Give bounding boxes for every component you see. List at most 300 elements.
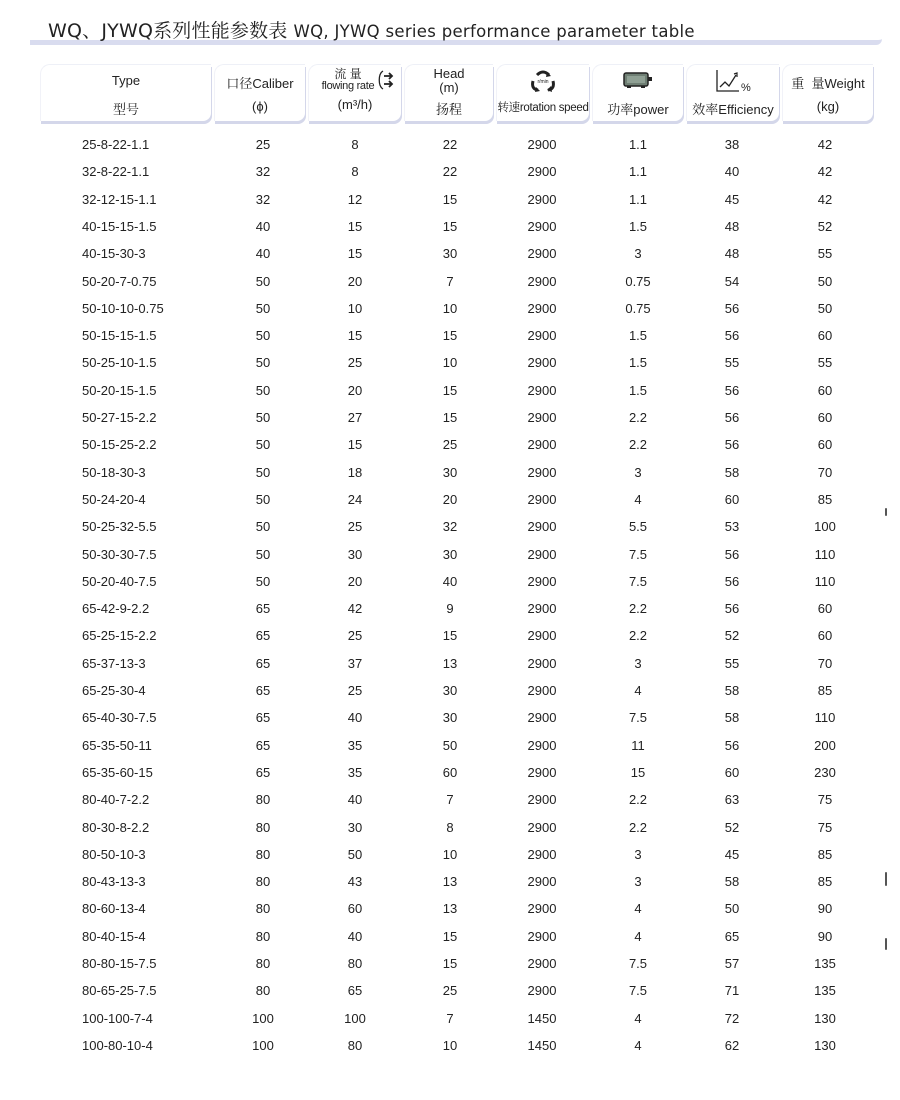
cell-head: 40 — [442, 573, 458, 589]
header-head-zh: 扬程 — [435, 102, 462, 117]
cell-efficiency: 45 — [724, 846, 740, 862]
cell-head: 25 — [442, 437, 458, 453]
cell-type: 65-40-30-7.5 — [82, 710, 157, 726]
cell-power: 2.2 — [628, 792, 648, 808]
cell-efficiency: 38 — [724, 137, 740, 152]
table-row — [0, 678, 900, 705]
cell-type: 80-43-13-3 — [82, 874, 146, 890]
cell-caliber: 100 — [252, 1037, 274, 1053]
cell-head: 7 — [446, 1010, 454, 1026]
header-flow-unit: (m³/h) — [337, 97, 373, 112]
cell-weight: 50 — [817, 273, 833, 289]
cell-head: 30 — [442, 464, 458, 480]
cell-type: 80-65-25-7.5 — [82, 983, 157, 999]
cell-flow: 10 — [347, 300, 363, 316]
cell-type: 80-80-15-7.5 — [82, 956, 157, 971]
cell-speed: 2900 — [527, 273, 557, 289]
cell-weight: 200 — [814, 737, 836, 753]
cell-speed: 2900 — [527, 300, 557, 316]
cell-caliber: 100 — [252, 1010, 274, 1026]
table-row — [0, 132, 900, 159]
table-row — [0, 651, 900, 678]
cell-weight: 75 — [817, 792, 833, 808]
cell-head: 13 — [442, 901, 458, 917]
cell-power: 3 — [634, 874, 642, 890]
cell-speed: 2900 — [527, 628, 557, 644]
cell-efficiency: 52 — [724, 628, 740, 644]
cell-type: 50-20-7-0.75 — [82, 273, 157, 289]
cell-weight: 60 — [817, 328, 833, 344]
cell-head: 10 — [442, 1037, 458, 1053]
cell-head: 22 — [442, 164, 458, 180]
table-row — [0, 842, 900, 869]
table-row — [0, 787, 900, 814]
table-row — [0, 569, 900, 596]
cell-head: 15 — [442, 628, 458, 644]
cell-weight: 60 — [817, 410, 833, 425]
cell-head: 10 — [442, 846, 458, 862]
title-bar — [30, 14, 882, 45]
cell-power: 4 — [634, 928, 642, 944]
header-weight-label: 重 量Weight — [791, 76, 865, 91]
cell-weight: 85 — [817, 491, 833, 507]
cell-weight: 60 — [817, 437, 833, 453]
cell-caliber: 80 — [255, 928, 271, 944]
header-head — [404, 64, 493, 121]
cell-speed: 2900 — [527, 928, 557, 944]
cell-type: 50-10-10-0.75 — [82, 300, 164, 316]
cell-efficiency: 56 — [724, 737, 740, 753]
cell-speed: 2900 — [527, 683, 557, 698]
cell-head: 15 — [442, 191, 458, 207]
header-caliber — [214, 64, 305, 121]
cell-weight: 50 — [817, 300, 833, 316]
header-type — [40, 64, 211, 121]
cell-caliber: 80 — [255, 846, 271, 862]
cell-efficiency: 58 — [724, 464, 740, 480]
cell-efficiency: 56 — [724, 601, 740, 617]
cell-caliber: 50 — [255, 382, 271, 398]
cell-flow: 42 — [347, 601, 363, 617]
cell-head: 13 — [442, 874, 458, 890]
cell-efficiency: 52 — [724, 819, 740, 835]
cell-type: 100-100-7-4 — [82, 1010, 153, 1026]
cell-head: 32 — [442, 519, 458, 535]
cell-flow: 27 — [347, 410, 363, 425]
cell-caliber: 80 — [255, 983, 271, 999]
cell-power: 1.1 — [628, 191, 648, 207]
cell-speed: 2900 — [527, 246, 557, 262]
cell-power: 1.1 — [628, 164, 648, 180]
cell-efficiency: 56 — [724, 546, 740, 562]
cell-speed: 2900 — [527, 573, 557, 589]
cell-head: 15 — [442, 928, 458, 944]
cell-flow: 40 — [347, 792, 363, 808]
cell-efficiency: 48 — [724, 218, 740, 234]
table-row — [0, 296, 900, 323]
cell-caliber: 80 — [255, 874, 271, 890]
cell-power: 5.5 — [628, 519, 648, 535]
cell-type: 65-35-50-11 — [82, 737, 152, 753]
cell-flow: 15 — [347, 218, 363, 234]
table-row — [0, 760, 900, 787]
cell-speed: 2900 — [527, 601, 557, 617]
cell-type: 50-15-15-1.5 — [82, 328, 157, 344]
cell-power: 1.5 — [628, 355, 648, 371]
cell-weight: 42 — [817, 137, 833, 152]
cell-speed: 2900 — [527, 874, 557, 890]
cell-flow: 30 — [347, 546, 363, 562]
cell-caliber: 80 — [255, 956, 271, 971]
cell-power: 4 — [634, 901, 642, 917]
cell-type: 50-15-25-2.2 — [82, 437, 157, 453]
cell-efficiency: 58 — [724, 683, 740, 698]
cell-caliber: 40 — [255, 246, 271, 262]
header-head-en: Head — [433, 66, 465, 81]
cell-type: 80-50-10-3 — [82, 846, 146, 862]
page-title — [48, 16, 695, 43]
cell-caliber: 50 — [255, 410, 271, 425]
cell-efficiency: 54 — [724, 273, 740, 289]
cell-efficiency: 45 — [724, 191, 740, 207]
cell-flow: 24 — [347, 491, 363, 507]
cell-weight: 55 — [817, 355, 833, 371]
table-row — [0, 705, 900, 732]
cell-flow: 20 — [347, 273, 363, 289]
cell-speed: 2900 — [527, 410, 557, 425]
cell-caliber: 25 — [255, 137, 271, 152]
cell-type: 40-15-15-1.5 — [82, 218, 157, 234]
cell-power: 7.5 — [628, 956, 648, 971]
cell-flow: 60 — [347, 901, 363, 917]
cell-head: 8 — [446, 819, 454, 835]
cell-speed: 2900 — [527, 846, 557, 862]
cell-speed: 2900 — [527, 328, 557, 344]
cell-efficiency: 53 — [724, 519, 740, 535]
cell-efficiency: 48 — [724, 246, 740, 262]
header-weight — [782, 64, 873, 121]
table-header — [40, 64, 872, 124]
cell-power: 0.75 — [625, 300, 651, 316]
cell-weight: 130 — [814, 1010, 836, 1026]
cell-speed: 2900 — [527, 137, 557, 152]
cell-caliber: 40 — [255, 218, 271, 234]
table-row — [0, 269, 900, 296]
cell-head: 20 — [442, 491, 458, 507]
cell-head: 60 — [442, 764, 458, 780]
cell-efficiency: 57 — [724, 956, 740, 971]
header-caliber-unit: (ϕ) — [252, 99, 268, 114]
cell-flow: 25 — [347, 355, 363, 371]
cell-power: 2.2 — [628, 601, 648, 617]
cell-power: 1.5 — [628, 382, 648, 398]
cell-type: 50-30-30-7.5 — [82, 546, 157, 562]
cell-weight: 110 — [814, 710, 836, 726]
cell-weight: 60 — [817, 382, 833, 398]
cell-weight: 130 — [814, 1037, 836, 1053]
cell-power: 7.5 — [628, 710, 648, 726]
cell-type: 100-80-10-4 — [82, 1037, 153, 1053]
cell-flow: 15 — [347, 246, 363, 262]
cell-head: 15 — [442, 382, 458, 398]
cell-efficiency: 55 — [724, 655, 740, 671]
cell-weight: 70 — [817, 464, 833, 480]
cell-weight: 135 — [814, 956, 836, 971]
cell-power: 2.2 — [628, 819, 648, 835]
cell-caliber: 80 — [255, 792, 271, 808]
scan-edge-mark — [885, 872, 887, 886]
cell-flow: 8 — [351, 164, 359, 180]
cell-flow: 43 — [347, 874, 363, 890]
table-row — [0, 733, 900, 760]
cell-caliber: 50 — [255, 273, 271, 289]
cell-speed: 2900 — [527, 437, 557, 453]
cell-caliber: 50 — [255, 573, 271, 589]
cell-type: 25-8-22-1.1 — [82, 137, 150, 152]
cell-flow: 35 — [347, 764, 363, 780]
cell-caliber: 65 — [255, 655, 271, 671]
header-speed — [496, 64, 589, 121]
cell-caliber: 65 — [255, 737, 271, 753]
cell-type: 80-40-15-4 — [82, 928, 146, 944]
cell-caliber: 50 — [255, 464, 271, 480]
cell-flow: 20 — [347, 573, 363, 589]
header-caliber-label: 口径Caliber — [226, 76, 294, 91]
table-row — [0, 869, 900, 896]
cell-efficiency: 63 — [724, 792, 740, 808]
cell-power: 0.75 — [625, 273, 651, 289]
header-flow-zh: 流 量 — [334, 67, 362, 81]
cell-flow: 40 — [347, 710, 363, 726]
cell-type: 50-25-32-5.5 — [82, 519, 157, 535]
cell-flow: 37 — [347, 655, 363, 671]
cell-head: 9 — [446, 601, 454, 617]
cell-speed: 2900 — [527, 764, 557, 780]
scan-edge-mark — [885, 508, 887, 516]
cell-caliber: 32 — [255, 164, 271, 180]
cell-efficiency: 55 — [724, 355, 740, 371]
cell-type: 65-25-15-2.2 — [82, 628, 157, 644]
cell-flow: 80 — [347, 956, 363, 971]
rotation-icon-label: r/min — [537, 79, 549, 85]
cell-caliber: 80 — [255, 901, 271, 917]
cell-caliber: 80 — [255, 819, 271, 835]
cell-flow: 50 — [347, 846, 363, 862]
cell-type: 50-25-10-1.5 — [82, 355, 157, 371]
cell-speed: 2900 — [527, 901, 557, 917]
cell-power: 4 — [634, 1037, 642, 1053]
cell-caliber: 65 — [255, 683, 271, 698]
cell-power: 7.5 — [628, 546, 648, 562]
cell-type: 40-15-30-3 — [82, 246, 146, 262]
cell-efficiency: 56 — [724, 573, 740, 589]
cell-power: 7.5 — [628, 983, 648, 999]
cell-speed: 2900 — [527, 792, 557, 808]
cell-power: 4 — [634, 683, 642, 698]
cell-flow: 80 — [347, 1037, 363, 1053]
cell-type: 80-30-8-2.2 — [82, 819, 150, 835]
cell-type: 80-60-13-4 — [82, 901, 146, 917]
cell-head: 25 — [442, 983, 458, 999]
cell-power: 1.1 — [628, 137, 648, 152]
cell-caliber: 32 — [255, 191, 271, 207]
cell-speed: 2900 — [527, 710, 557, 726]
cell-head: 7 — [446, 273, 454, 289]
cell-weight: 230 — [814, 764, 836, 780]
cell-efficiency: 60 — [724, 491, 740, 507]
cell-type: 50-20-15-1.5 — [82, 382, 157, 398]
rotation-arrows-icon — [529, 69, 557, 96]
cell-efficiency: 58 — [724, 710, 740, 726]
cell-caliber: 50 — [255, 355, 271, 371]
cell-head: 15 — [442, 410, 458, 425]
header-efficiency-label: 效率Efficiency — [692, 102, 774, 117]
cell-speed: 1450 — [527, 1037, 557, 1053]
cell-flow: 25 — [347, 519, 363, 535]
cell-speed: 2900 — [527, 737, 557, 753]
table-row — [0, 924, 900, 951]
cell-weight: 60 — [817, 601, 833, 617]
efficiency-icon-label: % — [741, 82, 751, 93]
cell-weight: 70 — [817, 655, 833, 671]
cell-speed: 2900 — [527, 519, 557, 535]
cell-type: 50-18-30-3 — [82, 464, 146, 480]
header-flow-en: flowing rate — [321, 80, 375, 92]
cell-efficiency: 71 — [724, 983, 740, 999]
cell-weight: 85 — [817, 846, 833, 862]
table-row — [0, 214, 900, 241]
table-row — [0, 241, 900, 268]
cell-flow: 25 — [347, 628, 363, 644]
cell-weight: 42 — [817, 191, 833, 207]
table-row — [0, 623, 900, 650]
cell-speed: 2900 — [527, 655, 557, 671]
cell-efficiency: 65 — [724, 928, 740, 944]
cell-flow: 15 — [347, 328, 363, 344]
header-weight-unit: (kg) — [816, 99, 840, 114]
cell-efficiency: 60 — [724, 764, 740, 780]
cell-speed: 2900 — [527, 464, 557, 480]
cell-weight: 90 — [817, 928, 833, 944]
cell-type: 50-20-40-7.5 — [82, 573, 157, 589]
cell-flow: 35 — [347, 737, 363, 753]
cell-type: 65-42-9-2.2 — [82, 601, 150, 617]
motor-icon — [623, 72, 653, 91]
cell-efficiency: 50 — [724, 901, 740, 917]
cell-speed: 2900 — [527, 819, 557, 835]
cell-power: 3 — [634, 655, 642, 671]
cell-efficiency: 56 — [724, 300, 740, 316]
cell-power: 7.5 — [628, 573, 648, 589]
table-row — [0, 596, 900, 623]
table-row — [0, 323, 900, 350]
cell-efficiency: 72 — [724, 1010, 740, 1026]
cell-power: 2.2 — [628, 410, 648, 425]
header-power — [592, 64, 683, 121]
table-row — [0, 432, 900, 459]
cell-speed: 2900 — [527, 355, 557, 371]
cell-power: 3 — [634, 846, 642, 862]
header-head-title — [405, 67, 493, 95]
header-type-zh: 型号 — [112, 102, 139, 117]
cell-head: 13 — [442, 655, 458, 671]
cell-head: 30 — [442, 246, 458, 262]
table-row — [0, 1006, 900, 1033]
cell-head: 15 — [442, 218, 458, 234]
cell-head: 15 — [442, 956, 458, 971]
cell-caliber: 50 — [255, 546, 271, 562]
cell-caliber: 50 — [255, 328, 271, 344]
header-power-label: 功率power — [607, 102, 669, 117]
table-row — [0, 187, 900, 214]
cell-flow: 100 — [344, 1010, 366, 1026]
cell-weight: 85 — [817, 683, 833, 698]
cell-flow: 12 — [347, 191, 363, 207]
cell-speed: 2900 — [527, 956, 557, 971]
cell-speed: 2900 — [527, 983, 557, 999]
cell-type: 32-8-22-1.1 — [82, 164, 150, 180]
cell-type: 50-27-15-2.2 — [82, 410, 157, 425]
cell-weight: 75 — [817, 819, 833, 835]
cell-flow: 20 — [347, 382, 363, 398]
table-row — [0, 1033, 900, 1060]
cell-power: 15 — [630, 764, 646, 780]
cell-efficiency: 56 — [724, 382, 740, 398]
cell-weight: 135 — [814, 983, 836, 999]
cell-efficiency: 62 — [724, 1037, 740, 1053]
cell-caliber: 50 — [255, 300, 271, 316]
table-row — [0, 542, 900, 569]
header-efficiency — [686, 64, 779, 121]
cell-type: 65-37-13-3 — [82, 655, 146, 671]
cell-weight: 85 — [817, 874, 833, 890]
cell-power: 4 — [634, 491, 642, 507]
cell-power: 3 — [634, 464, 642, 480]
page-title-zh: WQ、JYWQ系列性能参数表 — [48, 20, 288, 42]
table-row — [0, 405, 900, 432]
cell-flow: 25 — [347, 683, 363, 698]
cell-speed: 2900 — [527, 164, 557, 180]
cell-efficiency: 58 — [724, 874, 740, 890]
cell-speed: 2900 — [527, 382, 557, 398]
cell-caliber: 65 — [255, 601, 271, 617]
cell-flow: 18 — [347, 464, 363, 480]
cell-head: 22 — [442, 137, 458, 152]
page-title-en: WQ, JYWQ series performance parameter table — [293, 22, 695, 41]
cell-head: 7 — [446, 792, 454, 808]
cell-caliber: 65 — [255, 764, 271, 780]
cell-head: 30 — [442, 710, 458, 726]
cell-efficiency: 40 — [724, 164, 740, 180]
cell-weight: 110 — [814, 546, 836, 562]
cell-power: 2.2 — [628, 628, 648, 644]
cell-power: 2.2 — [628, 437, 648, 453]
cell-caliber: 50 — [255, 437, 271, 453]
cell-flow: 40 — [347, 928, 363, 944]
cell-head: 10 — [442, 300, 458, 316]
cell-head: 50 — [442, 737, 458, 753]
cell-speed: 2900 — [527, 546, 557, 562]
cell-speed: 2900 — [527, 491, 557, 507]
cell-weight: 110 — [814, 573, 836, 589]
header-type-en: Type — [111, 73, 141, 88]
table-row — [0, 514, 900, 541]
table-row — [0, 460, 900, 487]
cell-flow: 15 — [347, 437, 363, 453]
cell-weight: 52 — [817, 218, 833, 234]
cell-caliber: 65 — [255, 628, 271, 644]
cell-flow: 65 — [347, 983, 363, 999]
